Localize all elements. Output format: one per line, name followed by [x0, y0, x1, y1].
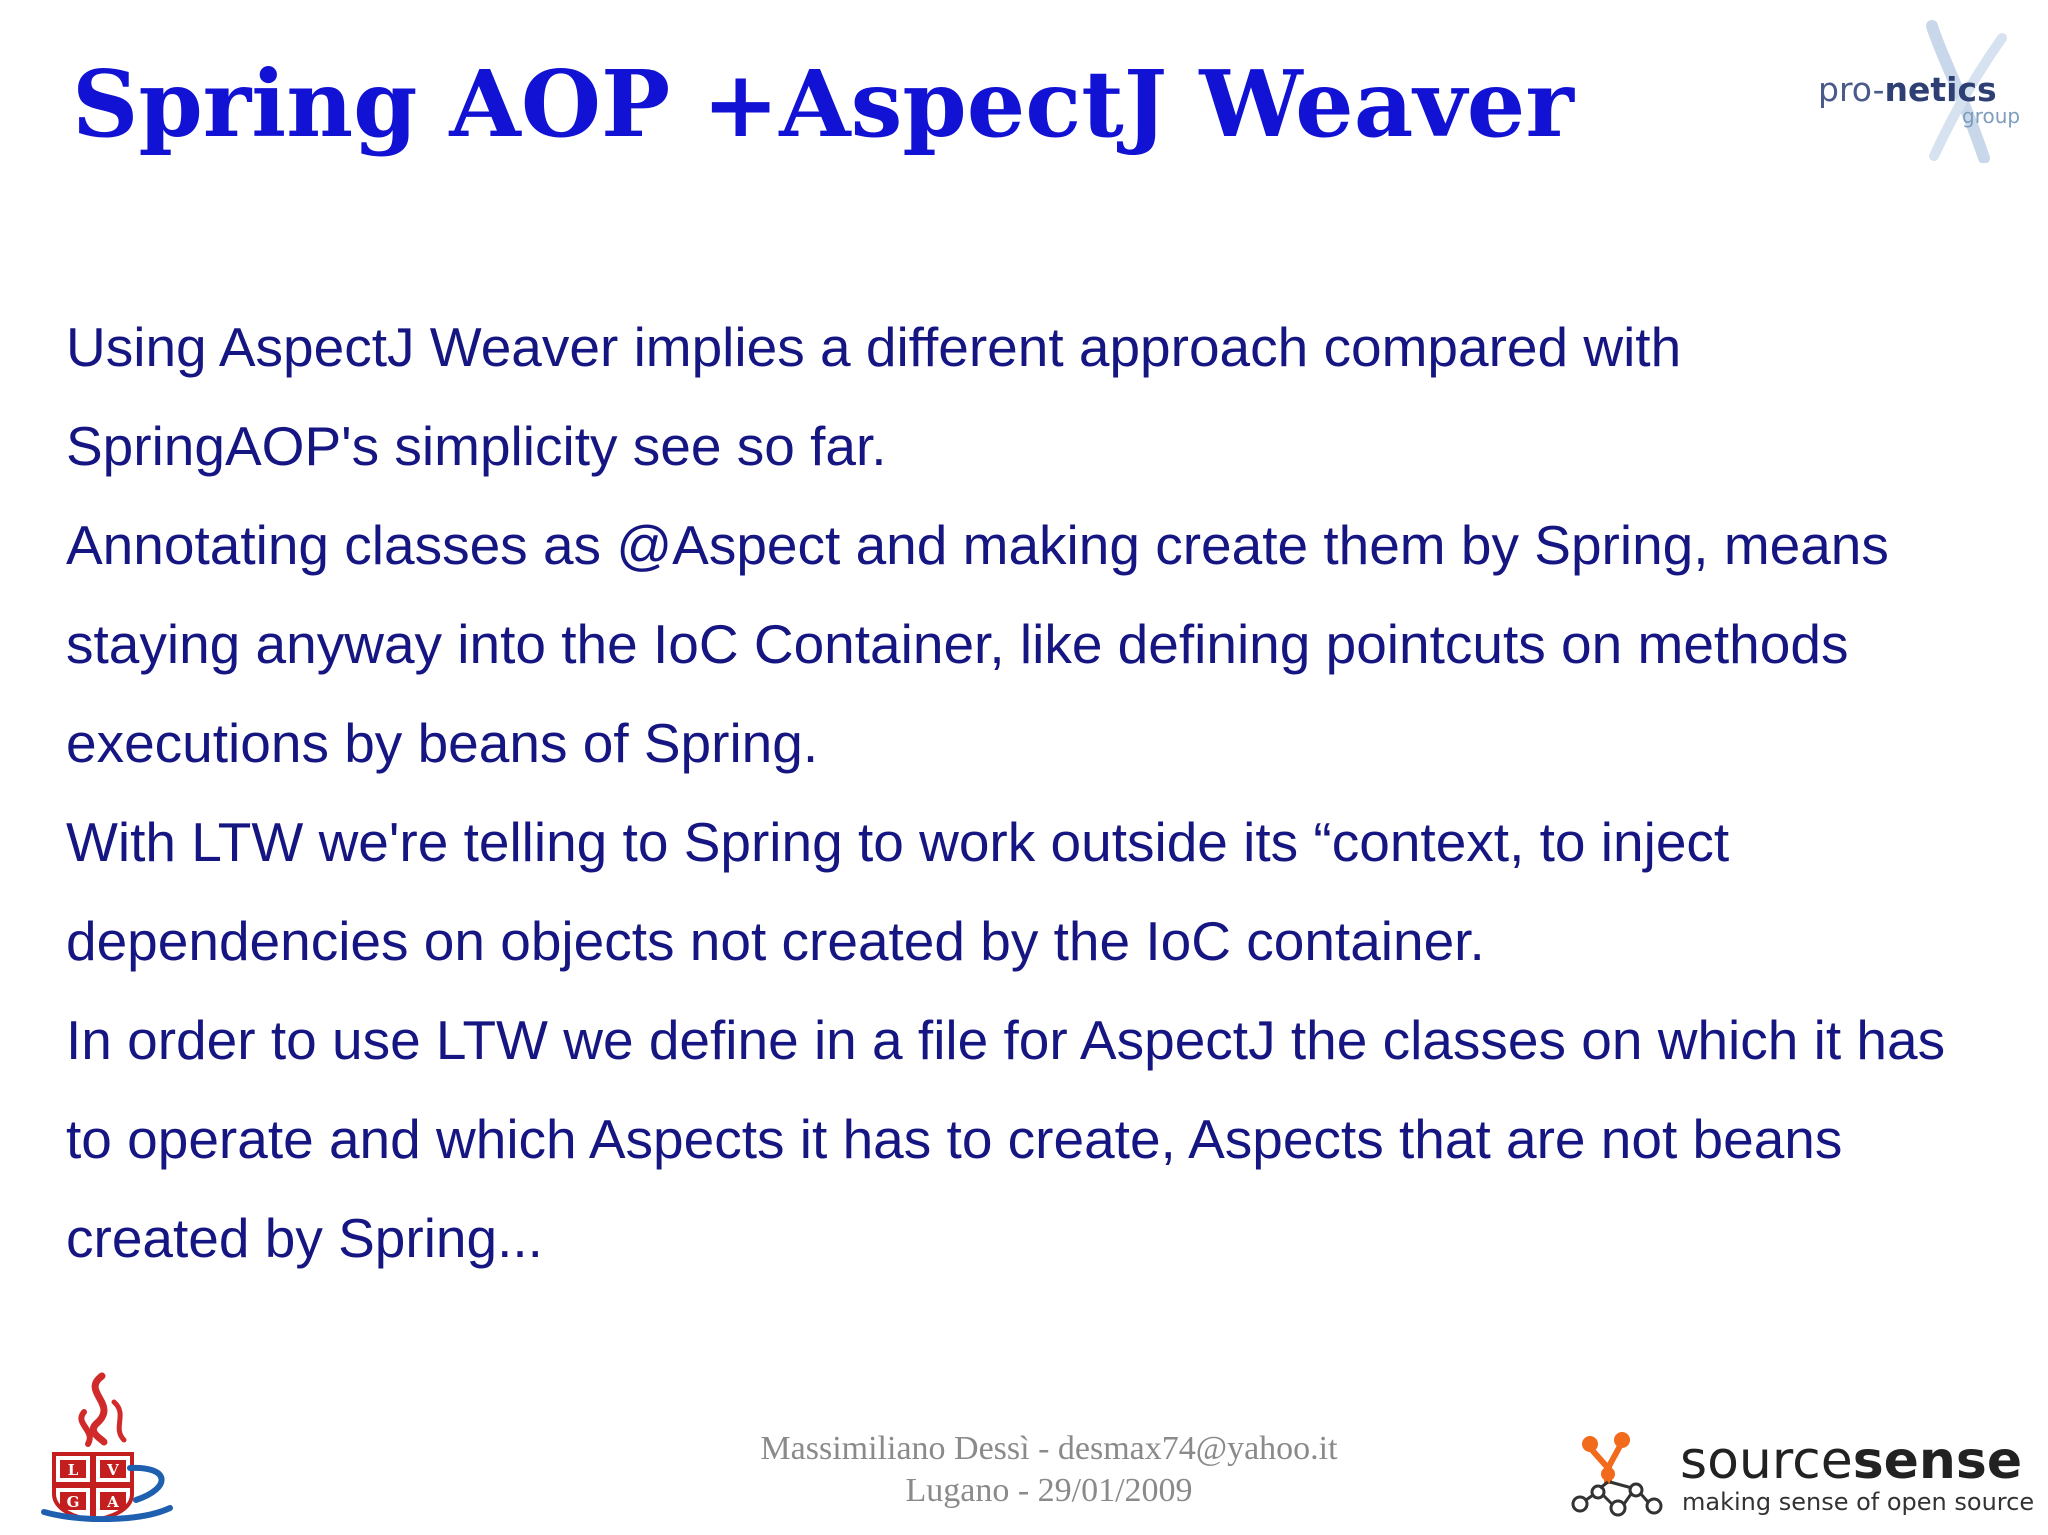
paragraph-ltw-usage: In order to use LTW we define in a file for AspectJ the classes on which it has to operate and which Aspects it has to create, Aspects that are not beans created by Spring... [66, 1009, 1946, 1269]
jug-letter-l: L [67, 1461, 79, 1479]
paragraph-aspectj-weaver: Using AspectJ Weaver implies a different approach compared with SpringAOP's simplicity see so far. [66, 316, 1682, 477]
sourcesense-network-icon [1568, 1430, 1668, 1520]
slide-body [66, 298, 1996, 1288]
pronetics-pro-text: pro- [1818, 70, 1885, 109]
sourcesense-tagline: making sense of open source [1682, 1488, 2035, 1516]
pronetics-group-text: group [1962, 104, 2021, 128]
sourcesense-logo [1568, 1430, 2038, 1520]
pronetics-netics-text: netics [1884, 70, 1997, 109]
sourcesense-source-text: source [1680, 1431, 1853, 1491]
jug-letter-v: V [107, 1461, 119, 1479]
footer-place-date: Lugano - 29/01/2009 [905, 1472, 1193, 1509]
jug-letter-g: G [66, 1493, 80, 1511]
footer-author-email: Massimiliano Dessì - desmax74@yahoo.it [760, 1430, 1338, 1467]
jug-letter-a: A [107, 1493, 119, 1511]
pronetics-logo [1814, 18, 2034, 163]
slide-title: Spring AOP +AspectJ Weaver [72, 50, 1574, 158]
sourcesense-sense-text: sense [1852, 1431, 2023, 1491]
paragraph-annotating-classes: Annotating classes as @Aspect and making create them by Spring, means staying anyway into the IoC Container, like defining pointcuts on methods executions by beans of Spring. [66, 514, 1889, 774]
paragraph-ltw-context: With LTW we're telling to Spring to work outside its “context, to inject dependencies on objects not created by the IoC container. [66, 811, 1730, 972]
